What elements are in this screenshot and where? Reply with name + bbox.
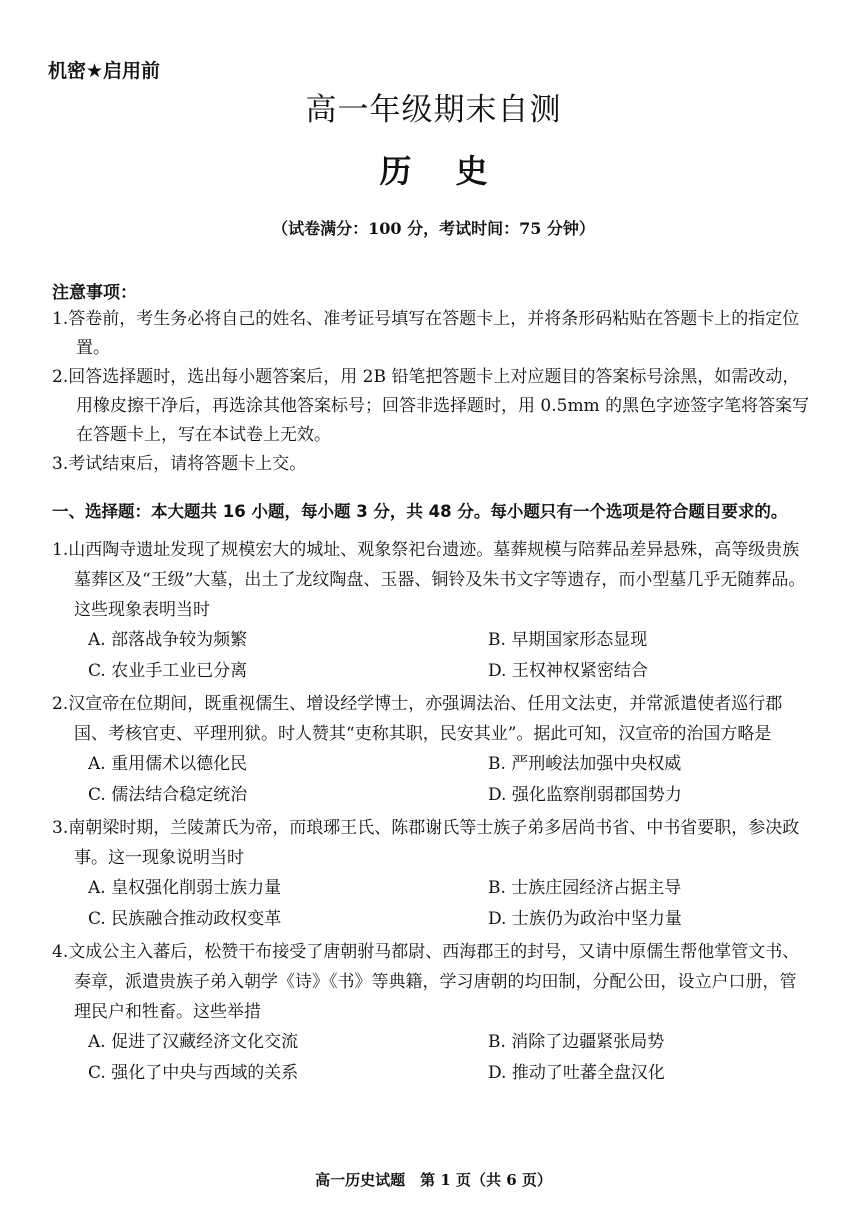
option-b[interactable]: B. 士族庄园经济占据主导 [488,878,682,898]
option-c[interactable]: C. 农业手工业已分离 [88,661,248,681]
question-text: 4.文成公主入蕃后，松赞干布接受了唐朝驸马都尉、西海郡王的封号，又请中原儒生帮他掌管文书、奏章，派遣贵族子弟入朝学《诗》《书》等典籍，学习唐朝的均田制，分配公田，设立户口册，管理民户和牲畜。这些举措 [52,942,800,1022]
question-4 [52,937,812,1089]
question-3 [52,813,812,935]
notes-list [52,305,812,479]
option-a[interactable]: A. 促进了汉藏经济文化交流 [88,1032,299,1052]
note-item: 2.回答选择题时，选出每小题答案后，用 2B 铅笔把答题卡上对应题目的答案标号涂黑，如需改动，用橡皮擦干净后，再选涂其他答案标号；回答非选择题时，用 0.5mm 的黑色字迹签字笔将答案写在答题卡上，写在本试卷上无效。 [52,367,810,445]
notes-heading: 注意事项： [52,283,137,303]
option-d[interactable]: D. 强化监察削弱郡国势力 [488,785,682,805]
option-d[interactable]: D. 士族仍为政治中坚力量 [488,909,682,929]
option-c[interactable]: C. 民族融合推动政权变革 [88,909,282,929]
option-c[interactable]: C. 儒法结合稳定统治 [88,785,248,805]
option-c[interactable]: C. 强化了中央与西域的关系 [88,1063,299,1083]
question-text: 2.汉宣帝在位期间，既重视儒生、增设经学博士，亦强调法治、任用文法吏，并常派遣使者巡行郡国、考核官吏、平理刑狱。时人赞其“吏称其职，民安其业”。据此可知，汉宣帝的治国方略是 [52,694,783,744]
note-item: 3.考试结束后，请将答题卡上交。 [52,454,307,474]
question-options [52,873,812,935]
section-one [52,497,812,1089]
option-a[interactable]: A. 部落战争较为频繁 [88,630,248,650]
question-text: 1.山西陶寺遗址发现了规模宏大的城址、观象祭祀台遗迹。墓葬规模与陪葬品差异悬殊，高等级贵族墓葬区及“王级”大墓，出土了龙纹陶盘、玉器、铜铃及朱书文字等遗存，而小型墓几乎无随葬品。这些现象表明当时 [52,540,806,620]
question-options [52,625,812,687]
exam-title: 高一年级期末自测 [305,92,562,128]
option-b[interactable]: B. 早期国家形态显现 [488,630,648,650]
page-footer: 高一历史试题 第 1 页（共 6 页） [315,1171,552,1189]
question-options [52,1027,812,1089]
section-heading: 一、选择题：本大题共 16 小题，每小题 3 分，共 48 分。每小题只有一个选项是符合题目要求的。 [52,502,788,521]
question-1 [52,535,812,687]
option-b[interactable]: B. 严刑峻法加强中央权威 [488,754,682,774]
question-options [52,749,812,811]
option-d[interactable]: D. 推动了吐蕃全盘汉化 [488,1063,665,1083]
note-item: 1.答卷前，考生务必将自己的姓名、准考证号填写在答题卡上，并将条形码粘贴在答题卡上的指定位置。 [52,309,800,358]
question-2 [52,689,812,811]
option-b[interactable]: B. 消除了边疆紧张局势 [488,1032,665,1052]
option-d[interactable]: D. 王权神权紧密结合 [488,661,648,681]
option-a[interactable]: A. 重用儒术以德化民 [88,754,248,774]
score-time-info: （试卷满分：100 分，考试时间：75 分钟） [272,219,595,238]
confidential-mark: 机密★启用前 [48,60,161,82]
option-a[interactable]: A. 皇权强化削弱士族力量 [88,878,282,898]
subject-title: 历史 [379,152,532,190]
question-text: 3.南朝梁时期，兰陵萧氏为帝，而琅琊王氏、陈郡谢氏等士族子弟多居尚书省、中书省要职，参决政事。这一现象说明当时 [52,818,800,868]
